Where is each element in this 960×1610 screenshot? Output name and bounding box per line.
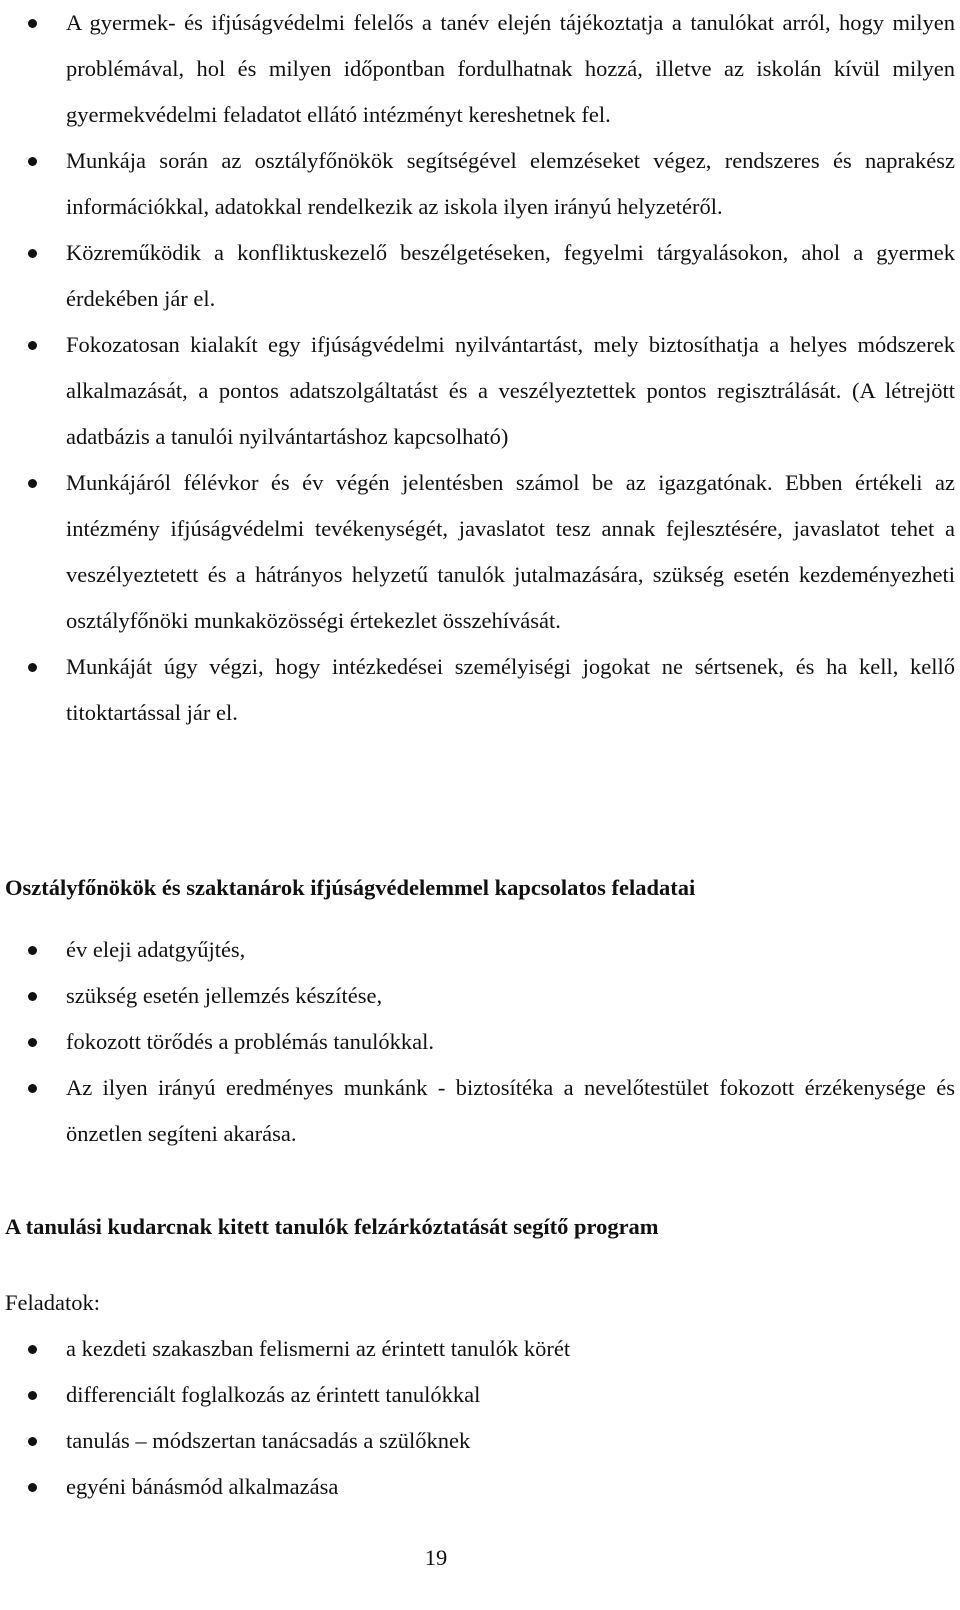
list-item-text: differenciált foglalkozás az érintett tanulókkal	[66, 1382, 481, 1407]
program-tasks-list	[0, 1326, 955, 1510]
list-item-text: Munkájáról félévkor és év végén jelentésben számol be az igazgatónak. Ebben értékeli az intézmény ifjúságvédelmi tevékenységét, javaslatot tesz annak fejlesztésére, javaslatot tehet a veszélyeztetett és a hátrányos helyzetű tanulók jutalmazására, szükség esetén kezdeményezheti osztályfőnöki munkaközösségi értekezlet összehívását.	[66, 470, 955, 633]
list-item	[0, 927, 955, 973]
list-item	[0, 1372, 955, 1418]
list-item	[0, 1019, 955, 1065]
responsibilities-list	[0, 0, 955, 736]
bullet-icon	[28, 1038, 37, 1047]
list-item-text: Fokozatosan kialakít egy ifjúságvédelmi nyilvántartást, mely biztosíthatja a helyes módszerek alkalmazását, a pontos adatszolgáltatást és a veszélyeztettek pontos regisztrálását. (A létrejött adatbázis a tanulói nyilvántartáshoz kapcsolható)	[66, 332, 955, 449]
teacher-tasks-list	[0, 927, 955, 1157]
list-item-text: Munkája során az osztályfőnökök segítségével elemzéseket végez, rendszeres és naprakész információkkal, adatokkal rendelkezik az iskola ilyen irányú helyzetéről.	[66, 148, 955, 219]
list-item	[0, 0, 955, 138]
list-item	[0, 138, 955, 230]
list-item	[0, 460, 955, 644]
list-item-text: egyéni bánásmód alkalmazása	[66, 1474, 339, 1499]
bullet-icon	[28, 1483, 37, 1492]
list-item	[0, 322, 955, 460]
list-item-text: Az ilyen irányú eredményes munkánk - biztosítéka a nevelőtestület fokozott érzékenysége és önzetlen segíteni akarása.	[66, 1075, 955, 1146]
list-item-text: év eleji adatgyűjtés,	[66, 937, 246, 962]
list-item-text: szükség esetén jellemzés készítése,	[66, 983, 383, 1008]
section-heading-catchup-program: A tanulási kudarcnak kitett tanulók felzárkóztatását segítő program	[5, 1214, 659, 1239]
list-item	[0, 230, 955, 322]
list-item	[0, 1418, 955, 1464]
section-heading-teachers: Osztályfőnökök és szaktanárok ifjúságvédelemmel kapcsolatos feladatai	[5, 875, 696, 900]
page-number: 19	[424, 1545, 448, 1570]
bullet-icon	[28, 992, 37, 1001]
bullet-icon	[28, 341, 37, 350]
bullet-icon	[28, 479, 37, 488]
bullet-icon	[28, 19, 37, 28]
bullet-icon	[28, 663, 37, 672]
bullet-icon	[28, 249, 37, 258]
bullet-icon	[28, 1391, 37, 1400]
list-item	[0, 1065, 955, 1157]
bullet-icon	[28, 1345, 37, 1354]
list-item-text: tanulás – módszertan tanácsadás a szülőknek	[66, 1428, 471, 1453]
list-item	[0, 1326, 955, 1372]
list-item	[0, 1464, 955, 1510]
list-item	[0, 973, 955, 1019]
list-item-text: a kezdeti szakaszban felismerni az érintett tanulók körét	[66, 1336, 571, 1361]
list-item	[0, 644, 955, 736]
bullet-icon	[28, 157, 37, 166]
bullet-icon	[28, 946, 37, 955]
list-item-text: fokozott törődés a problémás tanulókkal.	[66, 1029, 435, 1054]
list-item-text: A gyermek- és ifjúságvédelmi felelős a tanév elején tájékoztatja a tanulókat arról, hogy milyen problémával, hol és milyen időpontban fordulhatnak hozzá, illetve az iskolán kívül milyen gyermekvédelmi feladatot ellátó intézményt kereshetnek fel.	[66, 10, 955, 127]
tasks-label: Feladatok:	[5, 1290, 100, 1315]
list-item-text: Közreműködik a konfliktuskezelő beszélgetéseken, fegyelmi tárgyalásokon, ahol a gyermek érdekében jár el.	[66, 240, 955, 311]
list-item-text: Munkáját úgy végzi, hogy intézkedései személyiségi jogokat ne sértsenek, és ha kell, kellő titoktartással jár el.	[66, 654, 955, 725]
bullet-icon	[28, 1437, 37, 1446]
bullet-icon	[28, 1084, 37, 1093]
